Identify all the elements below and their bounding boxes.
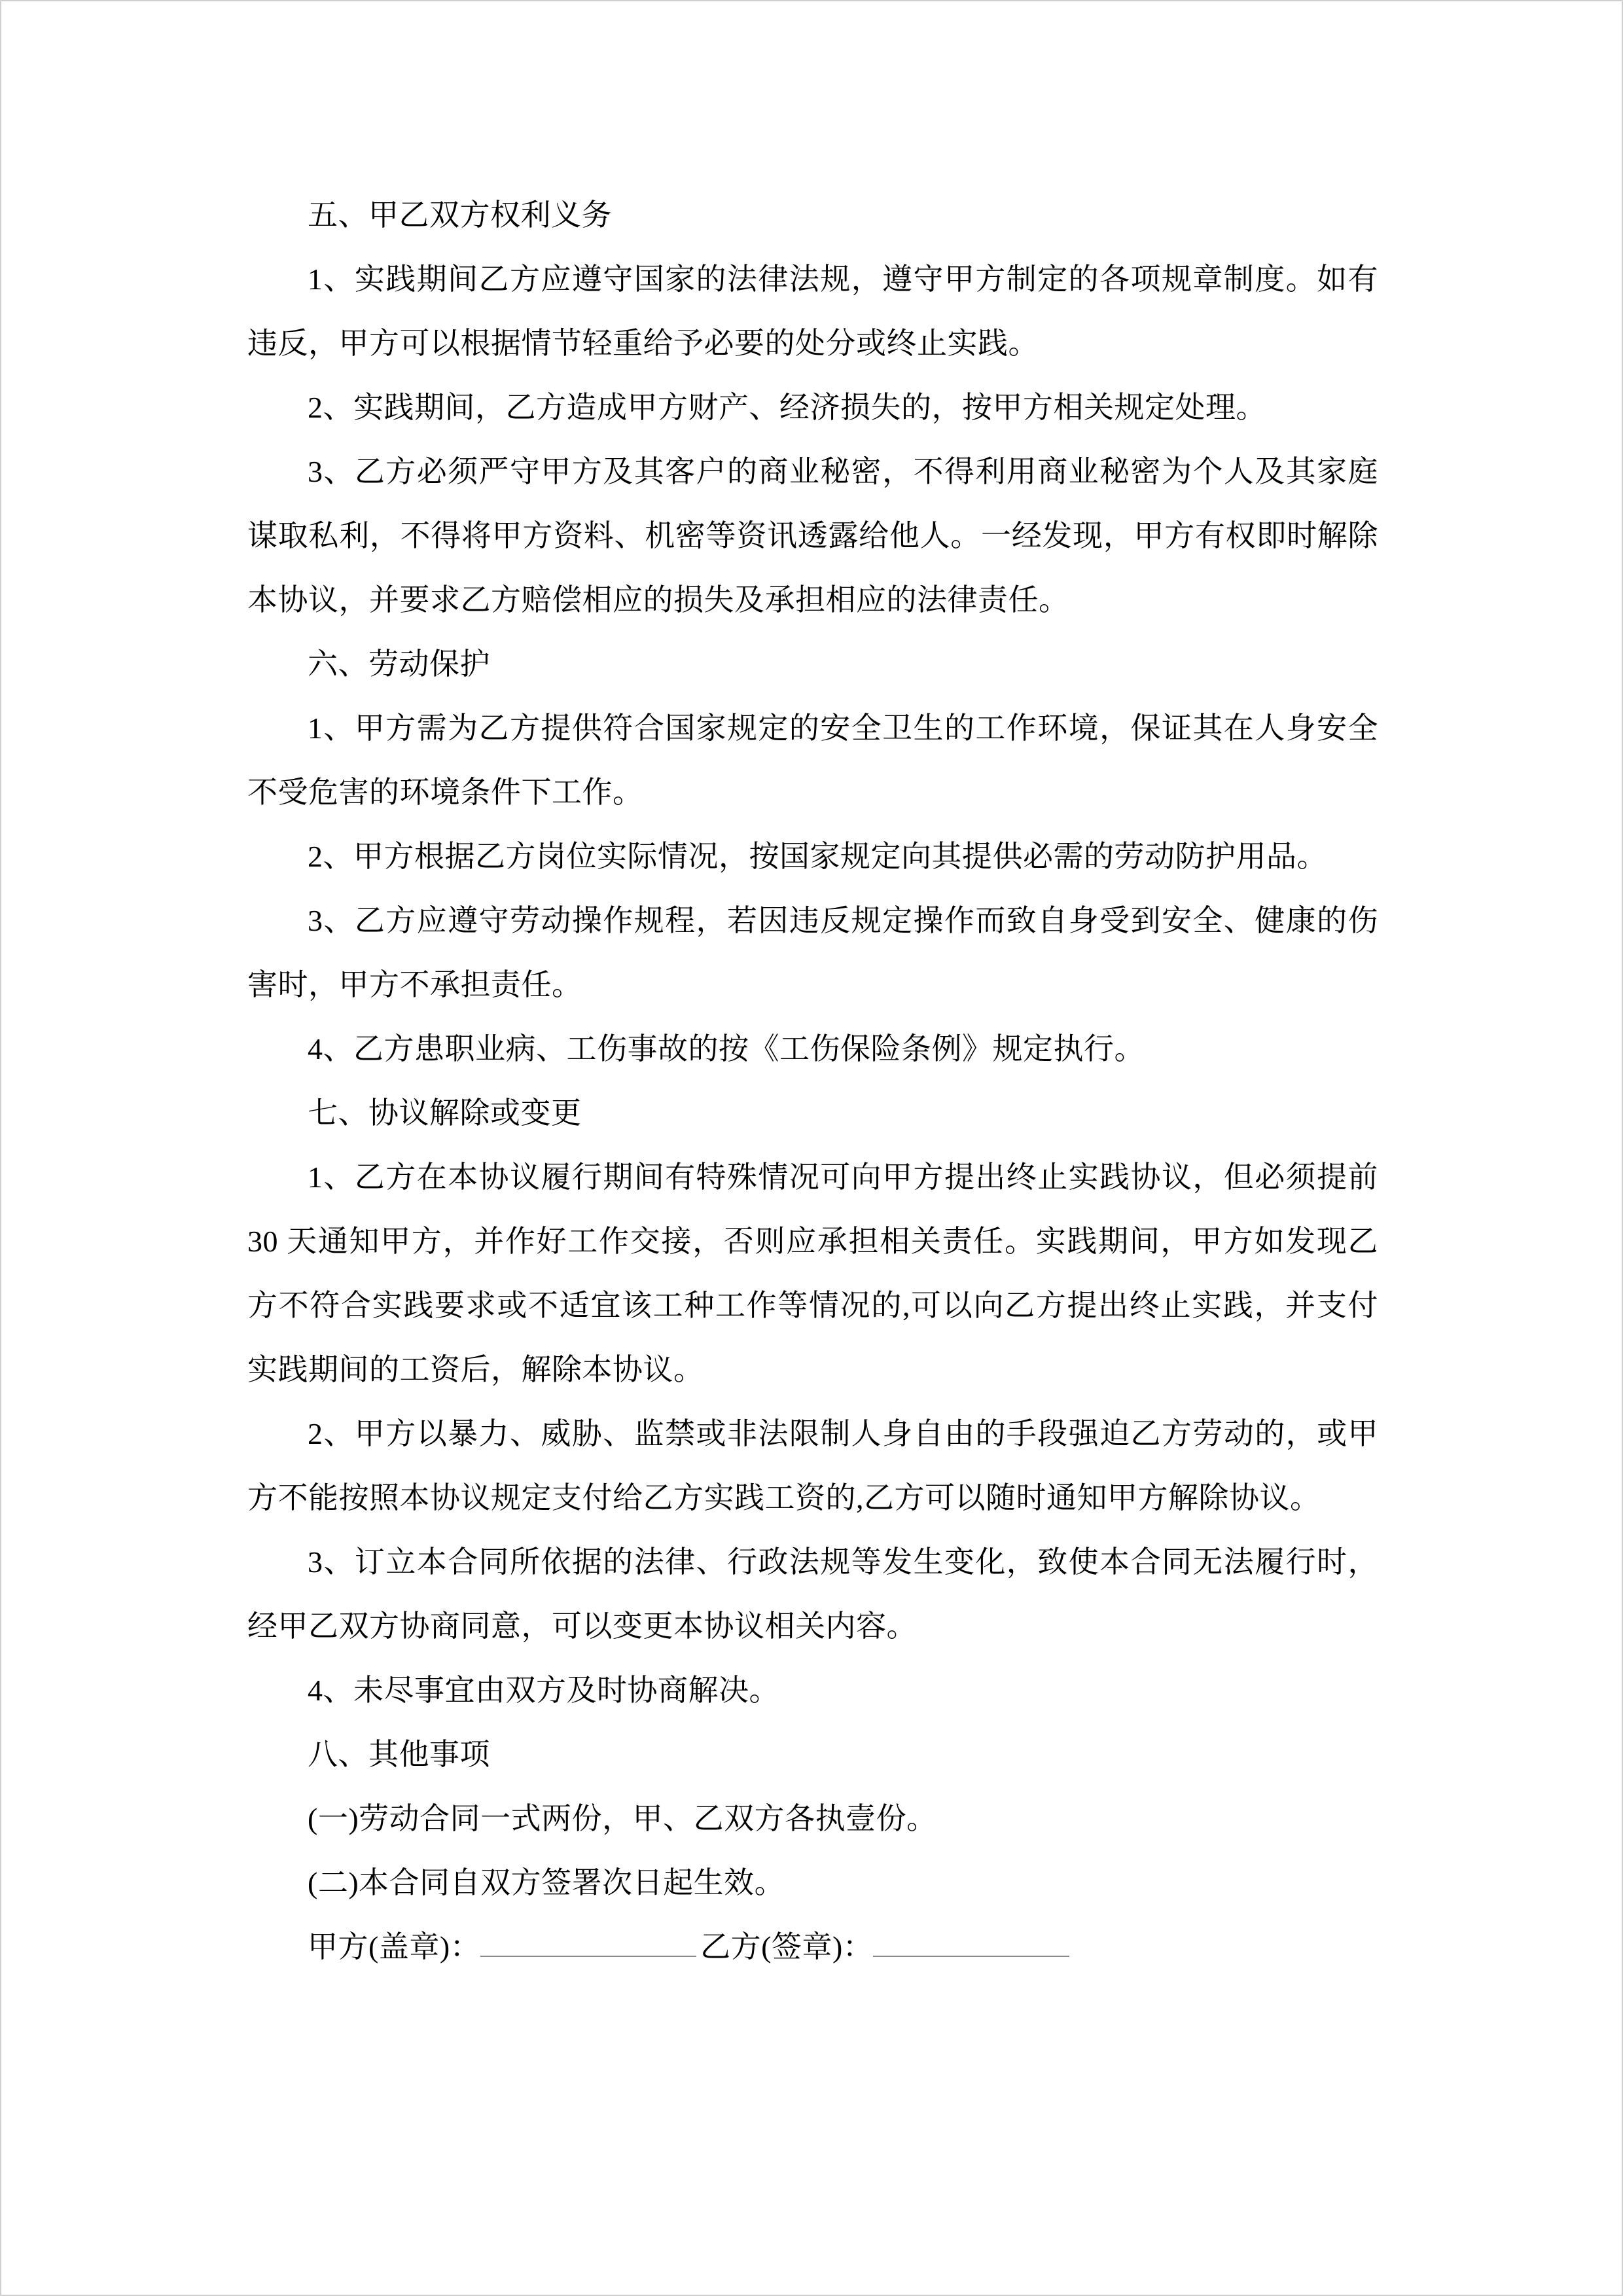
- paragraph: 1、实践期间乙方应遵守国家的法律法规，遵守甲方制定的各项规章制度。如有违反，甲方可以根据情节轻重给予必要的处分或终止实践。: [247, 262, 1378, 360]
- paragraph: 2、甲方根据乙方岗位实际情况，按国家规定向其提供必需的劳动防护用品。: [308, 840, 1327, 873]
- paragraph: 3、订立本合同所依据的法律、行政法规等发生变化，致使本合同无法履行时，经甲乙双方协商同意，可以变更本协议相关内容。: [247, 1545, 1378, 1643]
- paragraph: 4、乙方患职业病、工伤事故的按《工伤保险条例》规定执行。: [308, 1032, 1145, 1066]
- paragraph: 1、甲方需为乙方提供符合国家规定的安全卫生的工作环境，保证其在人身安全不受危害的环境条件下工作。: [247, 711, 1378, 809]
- paragraph: 2、甲方以暴力、威胁、监禁或非法限制人身自由的手段强迫乙方劳动的，或甲方不能按照本协议规定支付给乙方实践工资的,乙方可以随时通知甲方解除协议。: [247, 1417, 1378, 1515]
- party-b-signature-label: 乙方(签章)：: [700, 1930, 874, 1964]
- party-a-signature-label: 甲方(盖章)：: [308, 1930, 481, 1964]
- party-b-signature-blank: [873, 1929, 1069, 1957]
- paragraph: 2、实践期间，乙方造成甲方财产、经济损失的，按甲方相关规定处理。: [308, 391, 1266, 424]
- paragraph: 3、乙方必须严守甲方及其客户的商业秘密，不得利用商业秘密为个人及其家庭谋取私利，不得将甲方资料、机密等资讯透露给他人。一经发现，甲方有权即时解除本协议，并要求乙方赔偿相应的损失及承担相应的法律责任。: [247, 455, 1378, 617]
- section-heading: 七、协议解除或变更: [308, 1096, 582, 1130]
- paragraph: 1、乙方在本协议履行期间有特殊情况可向甲方提出终止实践协议，但必须提前 30 天通知甲方，并作好工作交接，否则应承担相关责任。实践期间，甲方如发现乙方不符合实践要求或不适宜该工种工作等情况的,可以向乙方提出终止实践，并支付实践期间的工资后，解除本协议。: [247, 1160, 1378, 1386]
- section-heading: 五、甲乙双方权利义务: [308, 198, 612, 232]
- paragraph: 4、未尽事宜由双方及时协商解决。: [308, 1674, 779, 1707]
- document-content: [247, 183, 1378, 1979]
- paragraph: (一)劳动合同一式两份，甲、乙双方各执壹份。: [308, 1802, 937, 1835]
- paragraph: 3、乙方应遵守劳动操作规程，若因违反规定操作而致自身受到安全、健康的伤害时，甲方不承担责任。: [247, 904, 1378, 1001]
- paragraph: (二)本合同自双方签署次日起生效。: [308, 1866, 785, 1899]
- section-heading: 六、劳动保护: [308, 647, 490, 681]
- section-heading: 八、其他事项: [308, 1738, 490, 1771]
- signature-line: [247, 1915, 1378, 1979]
- party-a-signature-blank: [480, 1929, 696, 1957]
